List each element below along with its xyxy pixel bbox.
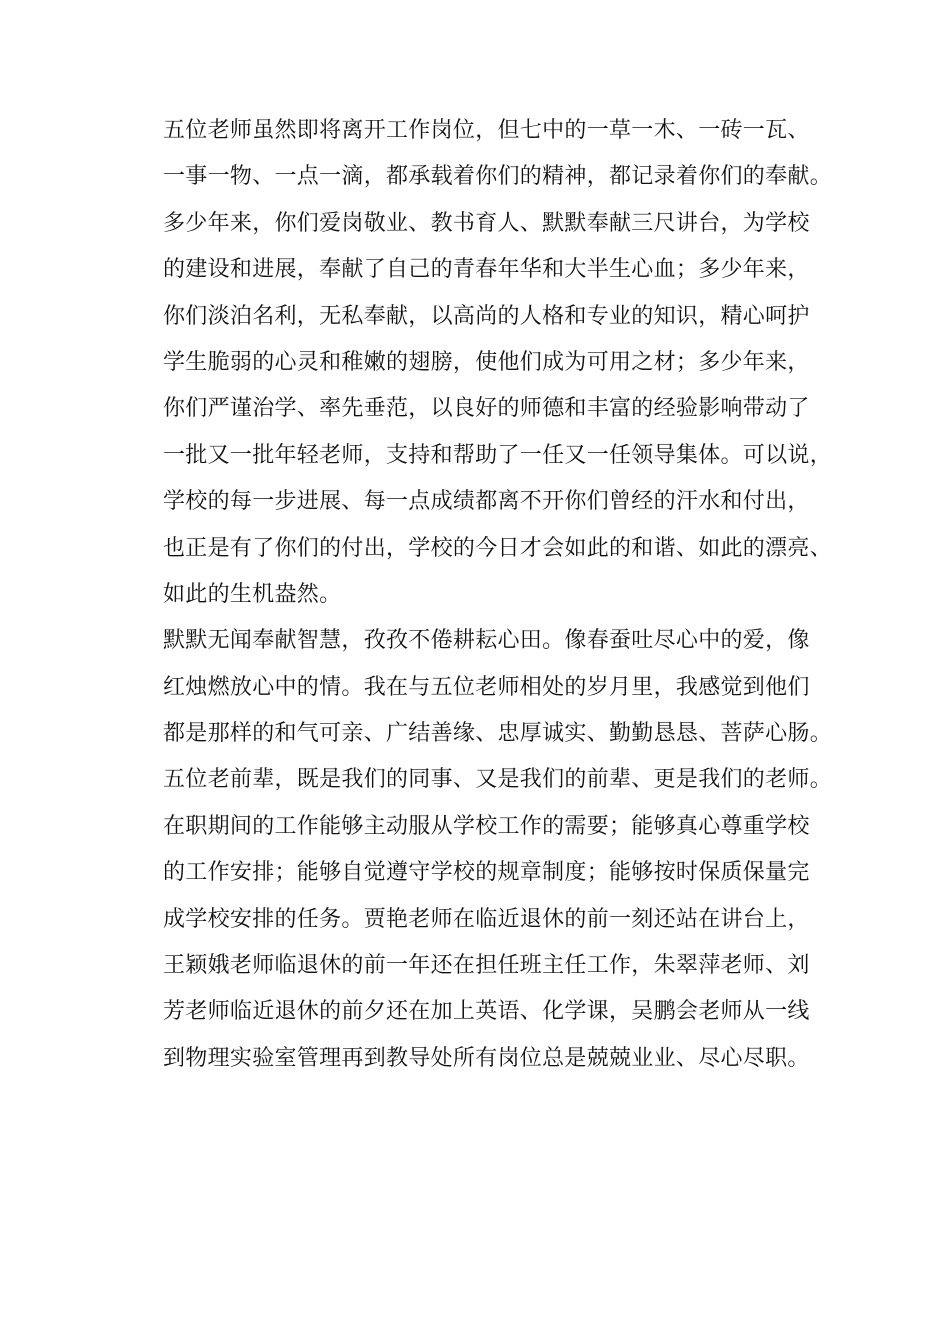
text-line: 也正是有了你们的付出，学校的今日才会如此的和谐、如此的漂亮、 (163, 535, 833, 561)
text-line: 五位老师虽然即将离开工作岗位，但七中的一草一木、一砖一瓦、 (163, 118, 810, 143)
text-line: 你们严谨治学、率先垂范，以良好的师德和丰富的经验影响带动了 (163, 396, 810, 422)
text-line: 五位老前辈，既是我们的同事、又是我们的前辈、更是我们的老师。 (163, 767, 833, 793)
text-line: 到物理实验室管理再到教导处所有岗位总是兢兢业业、尽心尽职。 (163, 1045, 810, 1071)
text-line: 你们淡泊名利，无私奉献，以高尚的人格和专业的知识，精心呵护 (163, 303, 810, 329)
text-line: 一事一物、一点一滴，都承载着你们的精神，都记录着你们的奉献。 (163, 164, 833, 190)
text-line: 在职期间的工作能够主动服从学校工作的需要；能够真心尊重学校 (163, 813, 810, 839)
text-line: 学生脆弱的心灵和稚嫩的翅膀，使他们成为可用之材；多少年来， (163, 349, 810, 375)
text-line: 都是那样的和气可亲、广结善缘、忠厚诚实、勤勤恳恳、菩萨心肠。 (163, 721, 833, 747)
text-line: 的建设和进展，奉献了自己的青春年华和大半生心血；多少年来， (163, 257, 810, 283)
text-line: 的工作安排；能够自觉遵守学校的规章制度；能够按时保质保量完 (163, 860, 810, 886)
text-line: 王颖娥老师临退休的前一年还在担任班主任工作，朱翠萍老师、刘 (163, 953, 810, 979)
text-line: 一批又一批年轻老师，支持和帮助了一任又一任领导集体。可以说， (163, 442, 833, 468)
text-line: 多少年来，你们爱岗敬业、教书育人、默默奉献三尺讲台，为学校 (163, 210, 810, 236)
text-line: 如此的生机盎然。 (163, 581, 342, 607)
text-line: 红烛燃放心中的情。我在与五位老师相处的岁月里，我感觉到他们 (163, 674, 810, 700)
text-line: 成学校安排的任务。贾艳老师在临近退休的前一刻还站在讲台上， (163, 906, 810, 932)
text-line: 芳老师临近退休的前夕还在加上英语、化学课，吴鹏会老师从一线 (163, 999, 810, 1025)
text-line: 学校的每一步进展、每一点成绩都离不开你们曾经的汗水和付出， (163, 489, 810, 515)
body-text (163, 108, 843, 1082)
text-line: 默默无闻奉献智慧，孜孜不倦耕耘心田。像春蚕吐尽心中的爱，像 (163, 628, 810, 654)
